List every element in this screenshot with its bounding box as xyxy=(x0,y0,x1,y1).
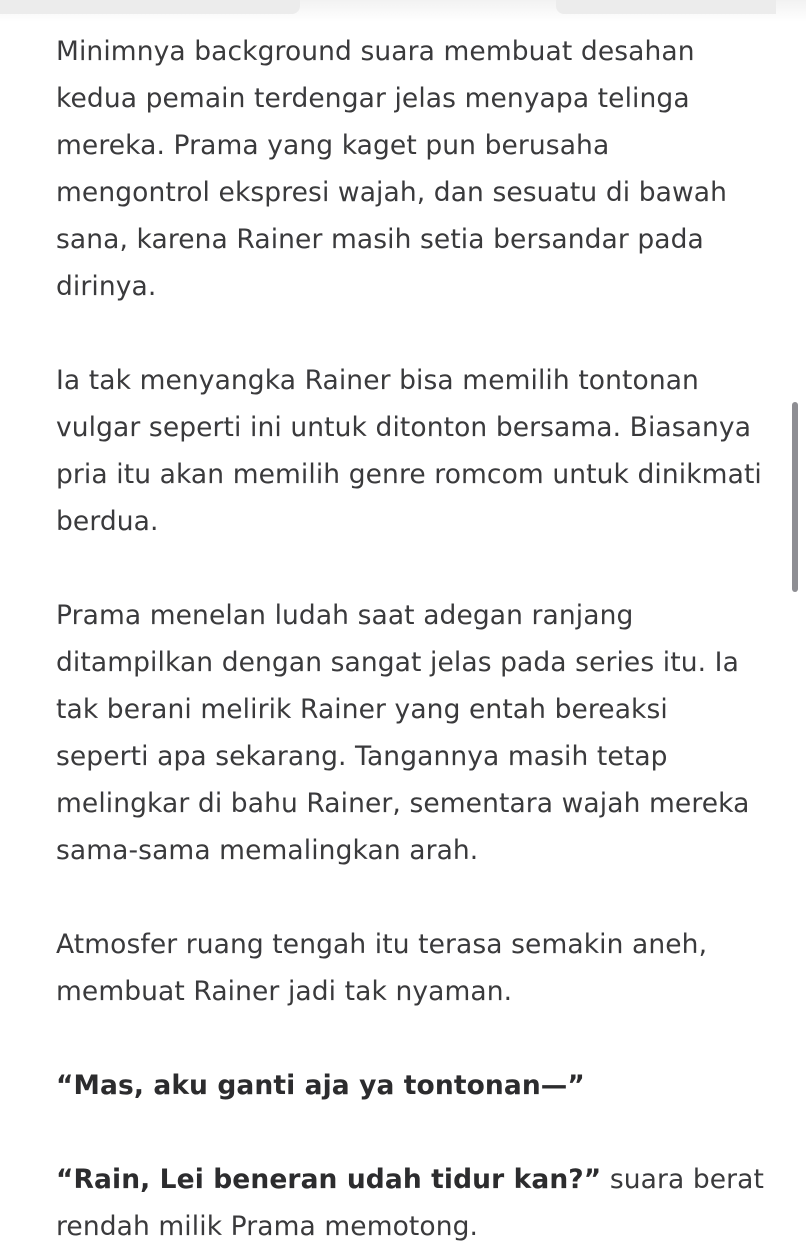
paragraph-4: Atmosfer ruang tengah itu terasa semakin aneh, membuat Rainer jadi tak nyaman. xyxy=(56,929,708,1007)
header-bar-left xyxy=(0,0,300,14)
paragraph-2: Ia tak menyangka Rainer bisa memilih tontonan vulgar seperti ini untuk ditonton bersama. Biasanya pria itu akan memilih genre romcom untuk dinikmati berdua. xyxy=(56,365,762,537)
dialogue-2-narration: suara berat rendah milik Prama memotong. xyxy=(56,1164,764,1242)
vertical-scrollbar[interactable] xyxy=(792,402,798,592)
header-bar-right xyxy=(556,0,776,14)
top-header-fade xyxy=(0,0,806,22)
dialogue-1 xyxy=(56,1062,768,1109)
paragraph-1: Minimnya background suara membuat desahan kedua pemain terdengar jelas menyapa telinga mereka. Prama yang kaget pun berusaha mengontrol ekspresi wajah, dan sesuatu di bawah sana, karena Rainer masih setia bersandar pada dirinya. xyxy=(56,36,728,302)
dialogue-2-quote: “Rain, Lei beneran udah tidur kan?” xyxy=(56,1164,602,1195)
dialogue-2 xyxy=(56,1156,768,1250)
dialogue-1-text: “Mas, aku ganti aja ya tontonan—” xyxy=(56,1070,585,1101)
article-body xyxy=(56,28,768,1250)
paragraph-3: Prama menelan ludah saat adegan ranjang ditampilkan dengan sangat jelas pada series itu. Ia tak berani melirik Rainer yang entah bereaksi seperti apa sekarang. Tangannya masih tetap melingkar di bahu Rainer, sementara wajah mereka sama-sama memalingkan arah. xyxy=(56,600,750,866)
